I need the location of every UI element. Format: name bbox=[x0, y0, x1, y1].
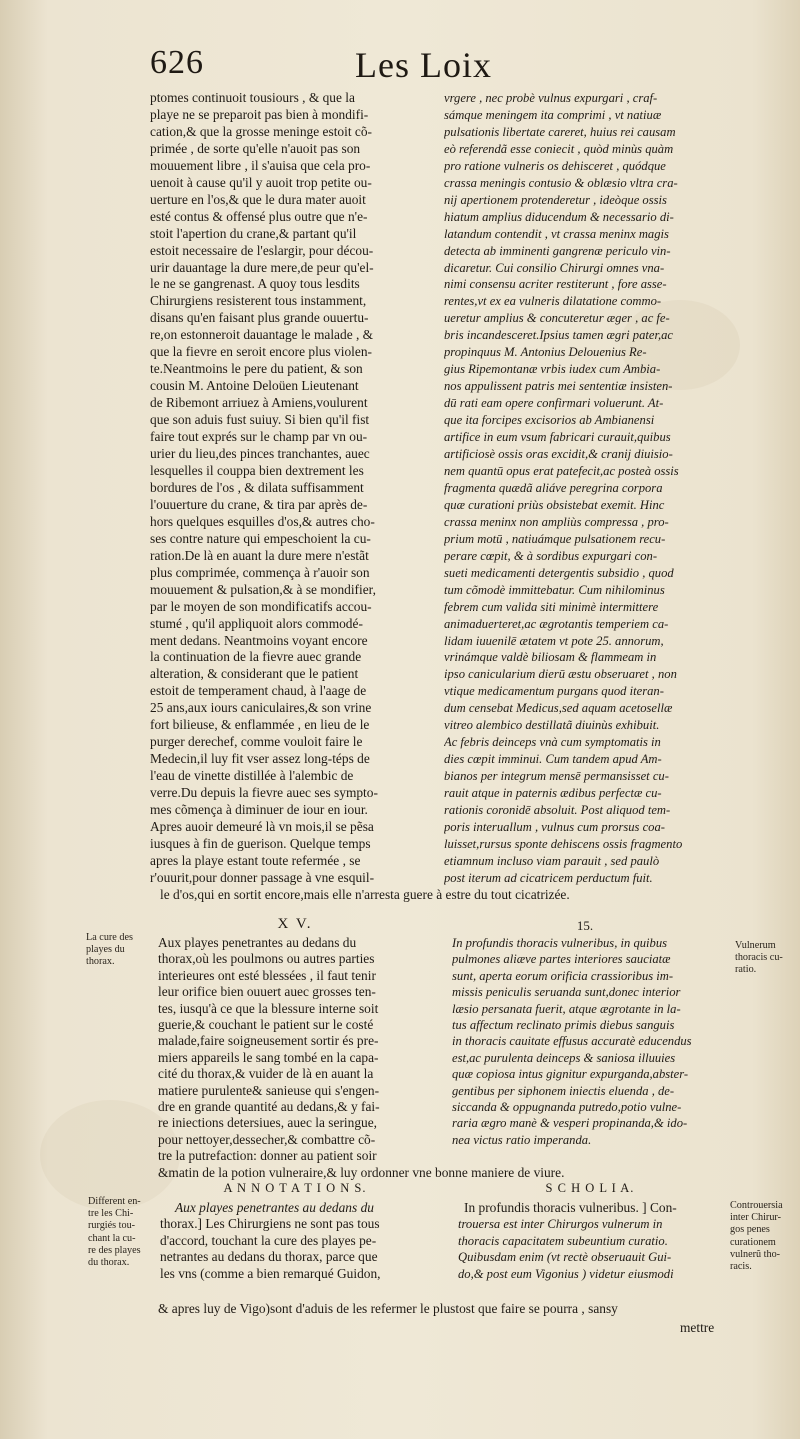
text-line: que son aduis fust suiuy. Si bien qu'il fist bbox=[150, 412, 370, 428]
section-number-la: 15. bbox=[576, 918, 594, 933]
text-line: faire tout exprés sur le champ par vn ou- bbox=[150, 429, 368, 445]
text-line: chant la cu- bbox=[88, 1232, 136, 1244]
text-line: playes du bbox=[86, 944, 125, 956]
full-width-line: le d'os,qui en sortit encore,mais elle n'arresta guere à estre du tout cicatrizée. bbox=[160, 887, 570, 902]
text-line: nos appulissent patris mei sententiæ insisten- bbox=[444, 379, 673, 394]
text-line: tum cõmodè immittebatur. Cum nihilominus bbox=[444, 582, 665, 597]
text-line: trouersa est inter Chirurgos vulnerum in bbox=[458, 1217, 663, 1232]
text-line: playe ne se preparoit pas bien à mondifi- bbox=[150, 106, 369, 122]
text-line: stumé , qu'il appliquoit alors commodé- bbox=[150, 615, 363, 631]
text-line: Quibusdam enim (vt rectè obseruauit Gui- bbox=[458, 1250, 672, 1265]
text-line: inter Chirur- bbox=[730, 1212, 782, 1224]
text-line: par le moyen de son mondificatifs accou- bbox=[150, 598, 372, 614]
margin-note-right bbox=[730, 1200, 783, 1273]
text-line: dies cœpit imminui. Cum tandem apud Am- bbox=[444, 752, 662, 767]
text-line: pulmones aliæve partes interiores sauciatæ bbox=[452, 952, 671, 967]
margin-note-left bbox=[86, 932, 133, 969]
text-line: urir dauantage la dure mere,de peur qu'el- bbox=[150, 259, 374, 275]
margin-note-left bbox=[88, 1196, 141, 1269]
text-line: Chirurgiens resisterent tous instamment, bbox=[150, 293, 367, 309]
text-line: pro ratione vulneris os dehisceret , quódque bbox=[444, 158, 666, 173]
text-line: perare cœpit, & à sordibus expurgari con- bbox=[444, 548, 658, 563]
text-line: cation,& que la grosse meninge estoit cõ- bbox=[150, 123, 372, 139]
text-line: plus comprimée, commença à r'auoir son bbox=[150, 564, 370, 580]
text-line: l'eau de vinette distillée à l'alembic de bbox=[150, 768, 354, 784]
text-line: la continuation de la fievre auec grande bbox=[150, 649, 362, 665]
text-line: leur orifice bien ouuert auec grosses ten- bbox=[158, 984, 376, 1000]
text-line: ment dedans. Neantmoins voyant encore bbox=[150, 632, 368, 648]
running-title: Les Loix bbox=[355, 45, 492, 85]
text-line: eò referendã esse coniecit , quòd minùs quàm bbox=[444, 141, 674, 156]
text-line: r'ouurit,pour donner passage à vne esquil- bbox=[150, 869, 375, 885]
text-line: l'ouuerture du crane, & tira par après de- bbox=[150, 496, 368, 512]
french-column-annotations bbox=[160, 1200, 440, 1282]
text-line: In profundis thoracis vulneribus. ] Con- bbox=[464, 1200, 677, 1215]
text-line: crassa meningis contusio & oblæsio vltra cra- bbox=[444, 175, 678, 190]
text-line: re iniections detersiues, auec la seringue, bbox=[158, 1115, 377, 1131]
page-number: 626 bbox=[150, 44, 204, 81]
text-line: In profundis thoracis vulneribus, in quibus bbox=[452, 936, 668, 950]
text-line: vrgere , nec probè vulnus expurgari , craf- bbox=[444, 91, 658, 105]
scholia-heading: S C H O L I A. bbox=[545, 1181, 635, 1195]
text-line: apres la playe estant toute refermée , se bbox=[150, 852, 361, 868]
text-line: La cure des bbox=[86, 932, 133, 943]
french-column-xv bbox=[158, 935, 438, 1165]
text-line: raria ægro manè & vesperi propinanda,& ido- bbox=[452, 1116, 688, 1131]
margin-note-right bbox=[735, 940, 783, 977]
text-line: les vns (comme a bien remarqué Guidon, bbox=[160, 1265, 381, 1281]
text-line: poris interuallum , vulnus cum prorsus coa- bbox=[444, 819, 665, 834]
latin-column-xv bbox=[452, 935, 727, 1148]
text-line: verre.Du depuis la fievre auec ses sympto- bbox=[150, 785, 378, 801]
text-line: etiamnum incluso viam parauit , sed paulò bbox=[444, 853, 660, 868]
latin-column-top bbox=[444, 90, 744, 887]
text-line: gos penes bbox=[730, 1224, 770, 1236]
text-line: thoracis cu- bbox=[735, 952, 783, 964]
text-line: thoracis capacitatem subeuntium curatio. bbox=[458, 1233, 668, 1248]
full-width-line: & apres luy de Vigo)sont d'aduis de les refermer le plustost que faire se pourra , sansy bbox=[158, 1301, 618, 1316]
text-line: thorax,où les poulmons ou autres parties bbox=[158, 951, 375, 967]
catchword: mettre bbox=[680, 1320, 715, 1335]
text-line: estoit necessaire de l'eslargir, pour décou- bbox=[150, 242, 374, 258]
text-line: rauit atque in paternis ædibus perfectæ cu- bbox=[444, 786, 662, 801]
text-line: detecta ab imminenti gangrenæ periculo vin- bbox=[444, 243, 671, 258]
page-header bbox=[150, 38, 650, 90]
section-heading-fr: X V. bbox=[277, 916, 313, 932]
text-line: netrantes au dedans du thorax, parce que bbox=[160, 1249, 378, 1265]
text-line: vulnerũ tho- bbox=[730, 1248, 781, 1260]
text-line: bris incandesceret.Ipsius tamen ægri pater,ac bbox=[444, 328, 673, 343]
text-line: ses contre nature qui empeschoient la cu- bbox=[150, 530, 371, 546]
text-line: stoit l'apertion du crane,& partant qu'il bbox=[150, 225, 357, 241]
text-line: rentes,vt ex ea vulneris dilatatione commo- bbox=[444, 294, 662, 309]
text-line: hors quelques esquilles d'os,& autres cho- bbox=[150, 513, 375, 529]
text-line: rationis coronidē absoluit. Post aliquod tem- bbox=[444, 803, 671, 818]
text-line: tus affectum reclinato primis diebus sanguis bbox=[452, 1018, 675, 1033]
text-line: est,ac purulenta deinceps & saniosa illuuies bbox=[452, 1050, 676, 1065]
text-line: lesquelles il couppa bien dextrement les bbox=[150, 462, 364, 478]
text-line: uenoit à cause qu'il y auoit trop petite ou- bbox=[150, 174, 372, 190]
text-line: que la fievre en seroit encore plus violen- bbox=[150, 344, 372, 360]
text-line: ipso canicularium dierū æstu obseruaret , non bbox=[444, 667, 677, 682]
annotations-heading: A N N O T A T I O N S. bbox=[223, 1181, 367, 1195]
text-line: rurgiés tou- bbox=[88, 1220, 136, 1232]
text-line: do,& post eum Vigonius ) videtur eiusmodi bbox=[458, 1266, 674, 1281]
text-line: bordures de l'os , & dilata suffisamment bbox=[150, 479, 364, 495]
text-line: animaduerteret,ac ægrotantis temperiem ca- bbox=[444, 616, 669, 631]
text-line: nimi consensu acriter restiterunt , fore asse- bbox=[444, 277, 667, 292]
text-line: dum censebat Medicus,sed aquam acetosellæ bbox=[444, 701, 673, 716]
text-line: de Ribemont arriuez à Amiens,voulurent bbox=[150, 395, 368, 411]
text-line: cousin M. Antoine Deloüen Lieutenant bbox=[150, 378, 359, 394]
text-line: dū rati eam opere confirmari voluerunt. At- bbox=[444, 396, 664, 411]
text-line: nij apertionem protenderetur , ideòque ossis bbox=[444, 192, 667, 207]
text-line: interieures ont esté blessées , il faut tenir bbox=[158, 967, 376, 983]
text-line: nem quantū opus erat patefecit,ac posteà ossis bbox=[444, 463, 679, 478]
text-line: hiatum amplius diducendum & necessario di- bbox=[444, 209, 674, 224]
text-line: purger derechef, comme vouloit faire le bbox=[150, 734, 363, 750]
text-line: d'accord, touchant la cure des playes pe- bbox=[160, 1232, 377, 1248]
text-line: prium motū , natiuámque pulsationem recu- bbox=[444, 531, 666, 546]
text-line: thorax.] Les Chirurgiens ne sont pas tous bbox=[160, 1216, 380, 1232]
text-line: re des playes bbox=[88, 1244, 141, 1256]
text-line: mouuement & pulsation,& à se mondifier, bbox=[150, 581, 376, 597]
text-line: gius Ripemontanæ vrbis iudex cum Ambia- bbox=[444, 362, 661, 377]
text-line: primée , de sorte qu'elle n'auoit pas son bbox=[150, 140, 361, 156]
text-line: gentibus per siphonem iniectis eluenda , de- bbox=[452, 1083, 675, 1098]
text-line: vrinámque valdè biliosam & flammeam in bbox=[444, 650, 657, 665]
text-line: uerture en l'os,& que le dura mater auoit bbox=[150, 191, 366, 207]
text-line: tes, iusqu'à ce que la blessure interne soit bbox=[158, 1000, 379, 1016]
text-line: vitreo alembico destillatã diuinùs exhibuit. bbox=[444, 718, 660, 733]
text-line: urier du lieu,des pinces tranchantes, auec bbox=[150, 446, 370, 462]
text-line: siccanda & oppugnanda putredo,potio vulne- bbox=[452, 1100, 682, 1115]
text-line: vtique medicamentum purgans quod iteran- bbox=[444, 684, 664, 699]
text-line: te.Neantmoins le pere du patient, & son bbox=[150, 361, 363, 377]
text-line: propinquus M. Antonius Delouenius Re- bbox=[444, 345, 647, 360]
text-line: tre les Chi- bbox=[88, 1208, 134, 1220]
text-line: febrem cum valida siti minimè intermittere bbox=[444, 599, 659, 614]
text-line: que ita forcipes excisorios ab Ambianensi bbox=[444, 413, 655, 428]
text-line: sámque meningem ita comprimi , vt natiuæ bbox=[444, 107, 662, 122]
text-line: miers appareils le sang tombé en la capa- bbox=[158, 1049, 379, 1065]
text-line: Controuersia bbox=[730, 1200, 783, 1211]
text-line: guerie,& couchant le patient sur le costé bbox=[158, 1017, 374, 1033]
text-line: Aux playes penetrantes au dedans du bbox=[158, 935, 357, 950]
text-line: crassa meninx non ampliùs compressa , pro- bbox=[444, 514, 669, 529]
text-line: le ne se gangrenast. A quoy tous lesdits bbox=[150, 276, 360, 292]
text-line: dicaretur. Cui consilio Chirurgi omnes vna- bbox=[444, 260, 665, 275]
text-line: 25 ans,aux iours caniculaires,& son vrine bbox=[150, 700, 372, 716]
text-line: tre la putrefaction: donner au patient soir bbox=[158, 1148, 377, 1164]
text-line: bianos per integrum mensē permansisset cu- bbox=[444, 769, 669, 784]
text-line: latandum contendit , vt crassa meninx magis bbox=[444, 226, 669, 241]
text-line: ratio. bbox=[735, 964, 757, 976]
latin-column-scholia bbox=[458, 1200, 723, 1282]
french-column-top bbox=[150, 90, 435, 887]
text-line: ueretur amplius & concuteretur æger , ac fe- bbox=[444, 311, 670, 326]
text-line: luisset,rursus sponte dehiscens ossis fragmento bbox=[444, 836, 683, 851]
text-line: Apres auoir demeuré là vn mois,il se pẽsa bbox=[150, 818, 374, 834]
text-line: cité du thorax,& vuider de là en auant la bbox=[158, 1066, 374, 1082]
text-line: lidam iuuenilē ætatem vt pote 25. annorum, bbox=[444, 633, 664, 648]
text-line: estoit de temperament chaud, à l'aage de bbox=[150, 683, 367, 699]
text-line: pulsationis libertate careret, huius rei causam bbox=[444, 124, 676, 139]
text-line: læsio persanata fuerit, atque ægrotante in la- bbox=[452, 1001, 681, 1016]
text-line: matiere purulente& sanieuse qui s'engen- bbox=[158, 1082, 380, 1098]
text-line: disans qu'en faisant plus grande ouuertu- bbox=[150, 310, 369, 326]
text-line: nea victus ratio imperanda. bbox=[452, 1132, 592, 1147]
text-line: sueti medicamenti detergentis subsidio , quod bbox=[444, 565, 674, 580]
text-line: fort bilieuse, & enflammée , en lieu de le bbox=[150, 717, 370, 733]
text-line: artificiosè ossis oras excidit,& cranij diuisio- bbox=[444, 447, 673, 462]
text-line: ration.De là en auant la dure mere n'estãt bbox=[150, 547, 369, 563]
text-line: quæ copiosa intus gignitur expurganda,abster- bbox=[452, 1067, 689, 1082]
text-line: Medecin,il luy fit vser assez long-téps de bbox=[150, 751, 370, 767]
text-line: esté contus & offensé plus outre que n'e- bbox=[150, 208, 368, 224]
text-line: pour nettoyer,dessecher,& combattre cõ- bbox=[158, 1131, 376, 1147]
text-line: racis. bbox=[730, 1261, 752, 1273]
text-line: sunt, aperta eorum orificia crassioribus im- bbox=[452, 968, 674, 983]
text-line: Ac febris deinceps vnà cum symptomatis in bbox=[444, 735, 661, 750]
text-line: in thoracis cauitate effusus accuratè educendus bbox=[452, 1034, 692, 1049]
text-line: curationem bbox=[730, 1236, 776, 1248]
text-line: alteration, & considerant que le patient bbox=[150, 666, 359, 682]
text-line: artifice in eum vsum fabricari curauit,quibus bbox=[444, 430, 671, 445]
text-line: Aux playes penetrantes au dedans du bbox=[175, 1200, 374, 1215]
text-line: re,on estonneroit dauantage le malade , & bbox=[150, 327, 374, 343]
text-line: ptomes continuoit tousiours , & que la bbox=[150, 90, 355, 105]
text-line: quæ curationi priùs obsistebat exemit. Hinc bbox=[444, 497, 665, 512]
text-line: Different en- bbox=[88, 1196, 141, 1207]
text-line: mouuement libre , il s'auisa que cela pro- bbox=[150, 157, 371, 173]
text-line: mes cõmença à diminuer de iour en iour. bbox=[150, 802, 368, 818]
text-line: malade,faire soigneusement sortir és pre- bbox=[158, 1033, 379, 1049]
text-line: post iterum ad cicatricem perductum fuit. bbox=[444, 870, 653, 885]
text-line: fragmenta quædã aliáve peregrina corpora bbox=[444, 480, 663, 495]
text-line: dre en grande quantité au dedans,& y fai- bbox=[158, 1099, 380, 1115]
text-line: iusques à fin de guerison. Quelque temps bbox=[150, 835, 371, 851]
full-width-line: &matin de la potion vulneraire,& luy ordonner vne bonne maniere de viure. bbox=[158, 1165, 565, 1180]
text-line: missis peniculis seruanda sunt,donec interior bbox=[452, 985, 681, 1000]
text-line: du thorax. bbox=[88, 1257, 130, 1269]
text-line: Vulnerum bbox=[735, 940, 776, 951]
text-line: thorax. bbox=[86, 956, 115, 968]
